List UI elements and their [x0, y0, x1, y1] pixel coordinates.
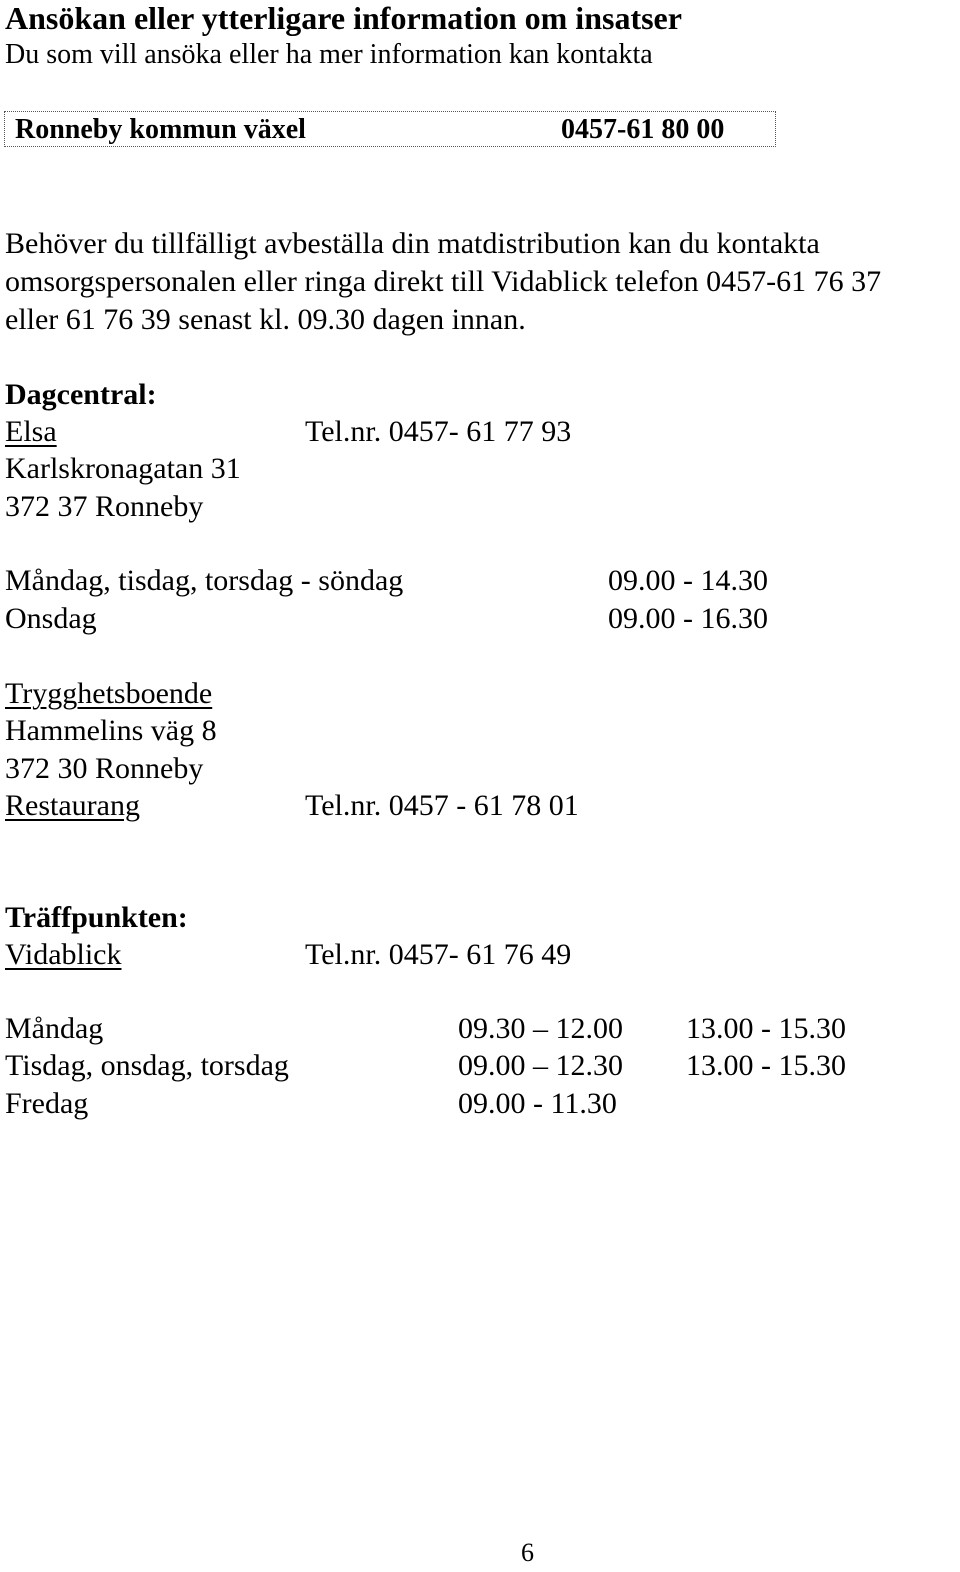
trygghetsboende-name: Trygghetsboende	[5, 677, 213, 710]
switchboard-name: Ronneby kommun växel	[15, 114, 306, 145]
dagcentral-phone: Tel.nr. 0457- 61 77 93	[305, 415, 572, 448]
switchboard-contact-box	[4, 111, 776, 147]
traffpunkten-hours-afternoon: 13.00 - 15.30	[686, 1012, 846, 1045]
switchboard-phone: 0457-61 80 00	[561, 114, 725, 145]
trygghetsboende-street: Hammelins väg 8	[5, 714, 217, 747]
traffpunkten-hours-morning: 09.30 – 12.00	[458, 1012, 623, 1045]
traffpunkten-name: Vidablick	[5, 938, 122, 971]
trygghetsboende-postal: 372 30 Ronneby	[5, 752, 204, 785]
dagcentral-hours-time: 09.00 - 14.30	[608, 564, 768, 597]
traffpunkten-hours-days: Fredag	[5, 1087, 89, 1120]
traffpunkten-hours-days: Måndag	[5, 1012, 104, 1045]
dagcentral-hours-time: 09.00 - 16.30	[608, 602, 768, 635]
page-number: 6	[521, 1538, 534, 1567]
traffpunkten-hours-morning: 09.00 - 11.30	[458, 1087, 617, 1120]
dagcentral-hours-days: Onsdag	[5, 602, 97, 635]
traffpunkten-hours-afternoon: 13.00 - 15.30	[686, 1049, 846, 1082]
traffpunkten-hours-days: Tisdag, onsdag, torsdag	[5, 1049, 289, 1082]
traffpunkten-hours-morning: 09.00 – 12.30	[458, 1049, 623, 1082]
traffpunkten-heading: Träffpunkten:	[5, 901, 188, 934]
dagcentral-postal: 372 37 Ronneby	[5, 490, 204, 523]
cancel-info-line: Behöver du tillfälligt avbeställa din matdistribution kan du kontakta	[5, 227, 820, 260]
cancel-info-line: omsorgspersonalen eller ringa direkt till Vidablick telefon 0457-61 76 37	[5, 265, 882, 298]
dagcentral-street: Karlskronagatan 31	[5, 452, 241, 485]
traffpunkten-phone: Tel.nr. 0457- 61 76 49	[305, 938, 572, 971]
dagcentral-hours-days: Måndag, tisdag, torsdag - söndag	[5, 564, 404, 597]
cancel-info-line: eller 61 76 39 senast kl. 09.30 dagen innan.	[5, 303, 526, 336]
dagcentral-heading: Dagcentral:	[5, 378, 157, 411]
restaurant-phone: Tel.nr. 0457 - 61 78 01	[305, 789, 579, 822]
restaurant-label: Restaurang	[5, 789, 140, 822]
dagcentral-name: Elsa	[5, 415, 57, 448]
page-title: Ansökan eller ytterligare information om insatser	[5, 0, 682, 36]
page-subtitle: Du som vill ansöka eller ha mer information kan kontakta	[5, 39, 653, 70]
